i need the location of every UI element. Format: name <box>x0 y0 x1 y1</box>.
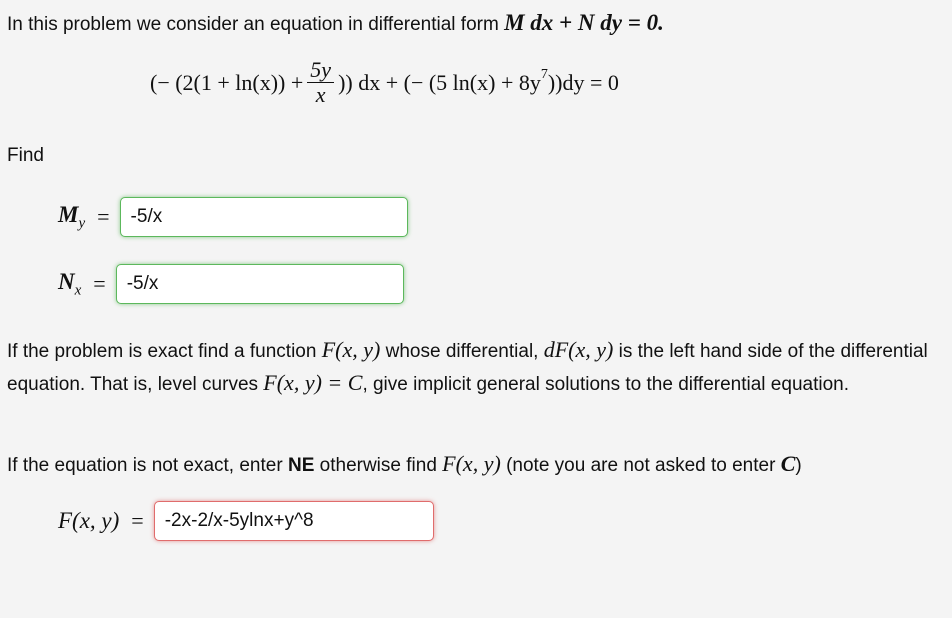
differential-equation <box>150 58 619 107</box>
equation-exponent: 7 <box>540 66 548 82</box>
nx-label <box>58 269 81 300</box>
f-equals: = <box>131 508 144 533</box>
para2-text-4: ) <box>795 455 802 476</box>
para2-text-1: If the equation is not exact, enter <box>7 455 283 476</box>
nx-label-sub: x <box>74 282 82 299</box>
nx-row <box>58 264 404 304</box>
para1-text-1: If the problem is exact find a function <box>7 341 317 362</box>
para1-text-3: is the left hand side of the differential equation. That is, level curves <box>7 341 928 395</box>
equation-close-dx: )) dx + (− (5 ln(x) + 8y <box>338 69 541 95</box>
intro-sentence: In this problem we consider an equation in differential form <box>7 14 499 35</box>
para1-math-2: dF(x, y) <box>543 337 614 362</box>
my-answer-input[interactable]: -5/x <box>120 197 408 237</box>
my-label <box>58 202 85 233</box>
para2-math-2: C <box>780 451 796 476</box>
equation-open: (− (2(1 + ln(x)) + <box>150 69 304 95</box>
para1-text-4: , give implicit general solutions to the differential equation. <box>362 374 849 395</box>
f-label: F(x, y) <box>58 508 120 533</box>
equation-tail: ))dy = 0 <box>547 69 619 95</box>
para2-text-2: otherwise find <box>319 455 437 476</box>
fraction-denominator: x <box>315 82 326 107</box>
my-label-sub: y <box>78 215 86 232</box>
my-equals: = <box>97 204 110 229</box>
nx-label-letter: N <box>58 268 75 294</box>
para2-ne-keyword: NE <box>287 455 315 476</box>
my-row <box>58 197 408 237</box>
f-answer-input[interactable]: -2x-2/x-5ylnx+y^8 <box>154 501 434 541</box>
nx-answer-input[interactable]: -5/x <box>116 264 404 304</box>
para2-math-1: F(x, y) <box>442 451 501 476</box>
not-exact-paragraph <box>7 448 947 481</box>
para1-math-1: F(x, y) <box>321 337 381 362</box>
fraction-numerator: 5y <box>307 58 334 83</box>
f-row <box>58 501 434 541</box>
instructions-paragraph <box>7 334 942 400</box>
my-label-letter: M <box>58 201 79 227</box>
intro-text <box>7 10 664 36</box>
para2-text-3: (note you are not asked to enter <box>506 455 776 476</box>
intro-equation: M dx + N dy = 0. <box>504 10 664 35</box>
para1-text-2: whose differential, <box>385 341 539 362</box>
nx-equals: = <box>93 271 106 296</box>
para1-math-3: F(x, y) = C <box>263 370 363 395</box>
equation-fraction <box>307 58 334 107</box>
find-label: Find <box>7 145 44 166</box>
